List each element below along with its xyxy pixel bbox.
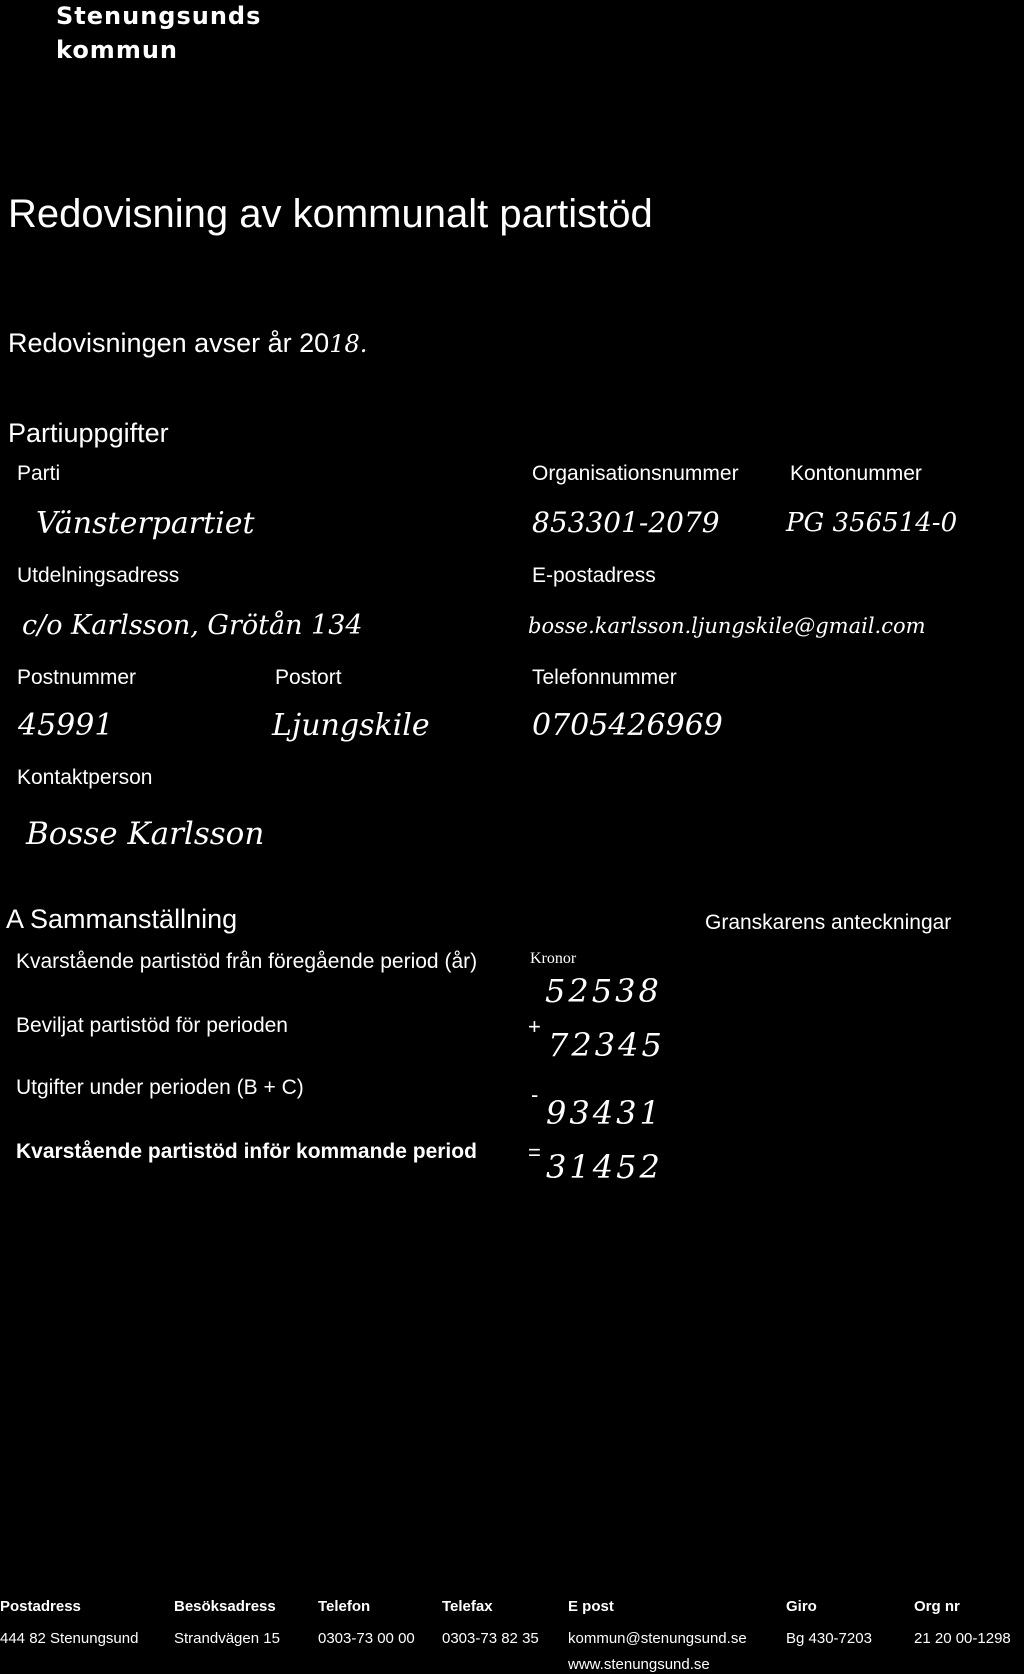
- footer-value-giro: Bg 430-7203: [786, 1630, 872, 1647]
- account-number-value: PG 356514-0: [786, 508, 958, 538]
- footer-heading-email: E post: [568, 1598, 614, 1615]
- address-label: Utdelningsadress: [17, 564, 180, 587]
- phone-label: Telefonnummer: [532, 666, 677, 689]
- summary-row-label: Kvarstående partistöd inför kommande period: [16, 1140, 477, 1163]
- org-number-label: Organisationsnummer: [532, 462, 739, 485]
- party-label: Parti: [17, 462, 61, 485]
- report-year-label: Redovisningen avser år 20: [8, 328, 330, 358]
- footer-value-orgnr: 21 20 00-1298: [914, 1630, 1011, 1647]
- footer-value-phone: 0303-73 00 00: [318, 1630, 415, 1647]
- phone-value: 0705426969: [532, 708, 723, 743]
- footer-value-fax: 0303-73 82 35: [442, 1630, 539, 1647]
- footer-heading-fax: Telefax: [442, 1598, 493, 1615]
- summary-row-operator: =: [528, 1140, 541, 1165]
- summary-row-amount: 31452: [546, 1148, 663, 1186]
- account-number-label: Kontonummer: [790, 462, 922, 485]
- page-title: Redovisning av kommunalt partistöd: [8, 192, 653, 236]
- contact-label: Kontaktperson: [17, 766, 153, 789]
- footer-heading-orgnr: Org nr: [914, 1598, 960, 1615]
- report-year-value: 18.: [329, 330, 368, 358]
- address-value: c/o Karlsson, Grötån 134: [22, 610, 363, 641]
- summary-row-label: Kvarstående partistöd från föregående period (år): [16, 950, 478, 973]
- summary-row-label: Beviljat partistöd för perioden: [16, 1014, 288, 1037]
- summary-row-operator: -: [531, 1082, 539, 1107]
- currency-label: Kronor: [530, 950, 577, 967]
- city-value: Ljungskile: [272, 708, 430, 743]
- footer-website-link[interactable]: www.stenungsund.se: [568, 1656, 710, 1673]
- report-year: [8, 328, 367, 359]
- postcode-label: Postnummer: [17, 666, 137, 689]
- summary-row-amount: 93431: [546, 1094, 663, 1132]
- footer-heading-phone: Telefon: [318, 1598, 371, 1615]
- reviewer-notes-heading: Granskarens anteckningar: [705, 911, 952, 934]
- summary-heading: A Sammanställning: [6, 904, 238, 934]
- postcode-value: 45991: [18, 708, 114, 743]
- email-value: bosse.karlsson.ljungskile@gmail.com: [528, 614, 926, 638]
- logo-line-1: Stenungsunds: [56, 2, 262, 30]
- logo-line-2: kommun: [56, 36, 178, 64]
- city-label: Postort: [275, 666, 342, 689]
- footer-heading-giro: Giro: [786, 1598, 817, 1615]
- summary-row-amount: 52538: [545, 972, 662, 1010]
- party-info-heading: Partiuppgifter: [8, 418, 169, 448]
- org-number-value: 853301-2079: [532, 506, 720, 539]
- footer-value-visit: Strandvägen 15: [174, 1630, 280, 1647]
- footer-heading-visit: Besöksadress: [174, 1598, 276, 1615]
- summary-row-operator: +: [528, 1014, 541, 1039]
- email-label: E-postadress: [532, 564, 656, 587]
- footer-heading-postal: Postadress: [0, 1598, 81, 1615]
- summary-row-amount: 72345: [548, 1026, 665, 1064]
- summary-row-label: Utgifter under perioden (B + C): [16, 1076, 304, 1099]
- footer-value-email[interactable]: kommun@stenungsund.se: [568, 1630, 747, 1647]
- footer-value-postal: 444 82 Stenungsund: [0, 1630, 139, 1647]
- party-value: Vänsterpartiet: [36, 506, 255, 541]
- contact-value: Bosse Karlsson: [26, 816, 265, 852]
